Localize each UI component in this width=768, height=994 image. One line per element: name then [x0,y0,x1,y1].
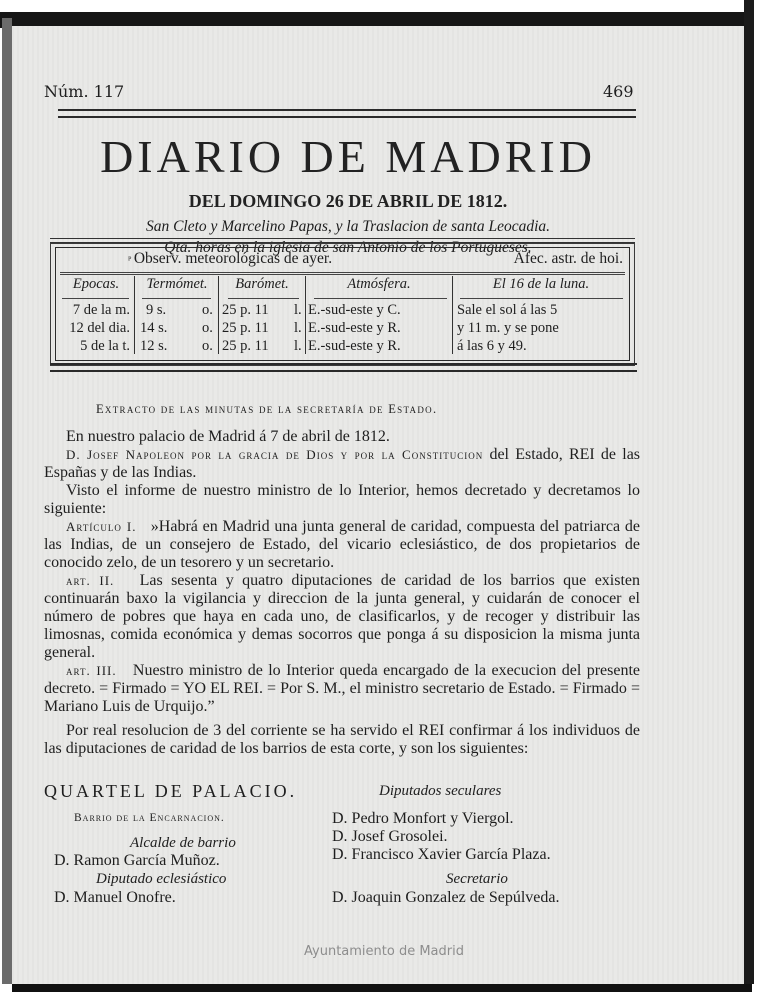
table-bottom-rule [50,363,637,372]
row1-termo: 9 s. [146,302,167,318]
issue-number: Núm. 117 [44,82,125,101]
col-header-barometro: Barómet. [235,276,289,292]
alcalde-name: D. Ramon García Muñoz. [54,852,220,869]
scan-border-left [2,18,12,984]
section-heading: Extracto de las minutas de la secretaría de Estado. [96,402,438,416]
saints-line-1: San Cleto y Marcelino Papas, y la Traslacion de santa Leocadia. [145,218,551,235]
divider [460,298,623,299]
row2-baro: 25 p. 11 [222,320,269,336]
row1-atmos: E.-sud-este y C. [308,302,401,318]
article-body [44,428,640,758]
diputado-secular-1: D. Pedro Monfort y Viergol. [332,810,514,827]
paragraph-palace: En nuestro palacio de Madrid á 7 de abril de 1812. [66,428,390,445]
col-header-epocas: Epocas. [72,276,120,292]
diputado-eclesiastico-name: D. Manuel Onofre. [54,889,176,906]
dateline: DEL DOMINGO 26 DE ABRIL DE 1812. [188,191,508,211]
scan-border-right [744,0,754,984]
astro-line-2: y 11 m. y se pone [457,320,559,336]
row3-epoca: 5 de la t. [80,338,130,354]
row3-termo-b: o. [202,338,213,354]
diputados-seculares-label: Diputados seculares [379,783,502,799]
secretario-label: Secretario [446,871,508,887]
paragraph-king: D. Josef Napoleon por la gracia de Dios y por la Constitucion del Estado, REI de las Españas y de las Indias. [44,446,641,481]
divider [60,272,625,273]
divider [228,298,299,299]
page-number: 469 [603,82,634,101]
article-3: art. III. Nuestro ministro de lo Interior queda encargado de la execucion del presente decreto. = Firmado = YO EL REI. = Por S. M., el ministro secretario de Estado. = Firmado = Mariano Luis de Urquijo.” [44,662,641,715]
col-header-termometro: Termómet. [146,276,208,292]
weather-table [55,247,630,361]
astro-line-3: á las 6 y 49. [457,338,527,354]
col-header-luna: El 16 de la luna. [492,276,590,292]
divider [142,298,211,299]
article-1: Artículo I. »Habrá en Madrid una junta general de caridad, compuesta del patriarca de las Indias, de un consejero de Estado, del vicario eclesiástico, de dos propietarios de conocido zelo, de un tesorero y un secretario. [44,518,640,571]
divider [60,274,625,275]
masthead-title: DIARIO DE MADRID [100,131,596,182]
newspaper-page [12,26,744,984]
diputado-secular-2: D. Josef Grosolei. [332,828,448,845]
article-2: art. II. Las sesenta y quatro diputaciones de caridad de los barrios que existen continuarán baxo la vigilancia y direccion de la junta general, y cuidarán de conocer el número de pobres que haya en cada uno, de clasificarlos, y de recoger y distribuir las limosnas, comida económica y demas socorros que ponga á su disposicion la misma junta general. [44,572,641,661]
quartel-heading: QUARTEL DE PALACIO. [44,781,298,801]
row2-epoca: 12 del dia. [69,320,130,336]
diputado-eclesiastico-label: Diputado eclesiástico [96,871,227,887]
column-divider [305,276,306,354]
row3-atmos: E.-sud-este y R. [308,338,401,354]
column-divider [218,276,219,354]
row1-termo-b: o. [202,302,213,318]
weather-title-left: ᴾ Observ. meteorológicas de ayer. [128,250,333,267]
row2-baro-b: l. [294,320,302,336]
row1-epoca: 7 de la m. [72,302,130,318]
row2-atmos: E.-sud-este y R. [308,320,401,336]
row3-termo: 12 s. [140,338,168,354]
barrio-heading: Barrio de la Encarnacion. [74,812,225,824]
row2-termo: 14 s. [140,320,168,336]
saints-line-2: Qta. horas en la iglesia de san Antonio de los Portugueses. [164,239,532,256]
row1-baro: 25 p. 11 [222,302,269,318]
divider [314,298,447,299]
row2-termo-b: o. [202,320,213,336]
row3-baro-b: l. [294,338,302,354]
column-divider [134,276,135,354]
row3-baro: 25 p. 11 [222,338,269,354]
paragraph-resolucion: Por real resolucion de 3 del corriente se ha servido el REI confirmar á los individuos de las diputaciones de caridad de los barrios de esta corte, y son los siguientes: [44,722,640,757]
secretario-name: D. Joaquin Gonzalez de Sepúlveda. [332,889,560,906]
header-rule [58,109,636,118]
column-divider [452,276,453,354]
scan-border-bottom [12,984,752,992]
paragraph-visto: Visto el informe de nuestro ministro de lo Interior, hemos decretado y decretamos lo siguiente: [44,482,640,517]
weather-title-right: Afec. astr. de hoi. [513,250,623,267]
diputado-secular-3: D. Francisco Xavier García Plaza. [332,846,551,863]
row1-baro-b: l. [294,302,302,318]
col-header-atmosfera: Atmósfera. [347,276,411,292]
alcalde-label: Alcalde de barrio [130,835,236,851]
divider [62,298,129,299]
watermark: Ayuntamiento de Madrid [304,944,464,959]
astro-line-1: Sale el sol á las 5 [457,302,558,318]
